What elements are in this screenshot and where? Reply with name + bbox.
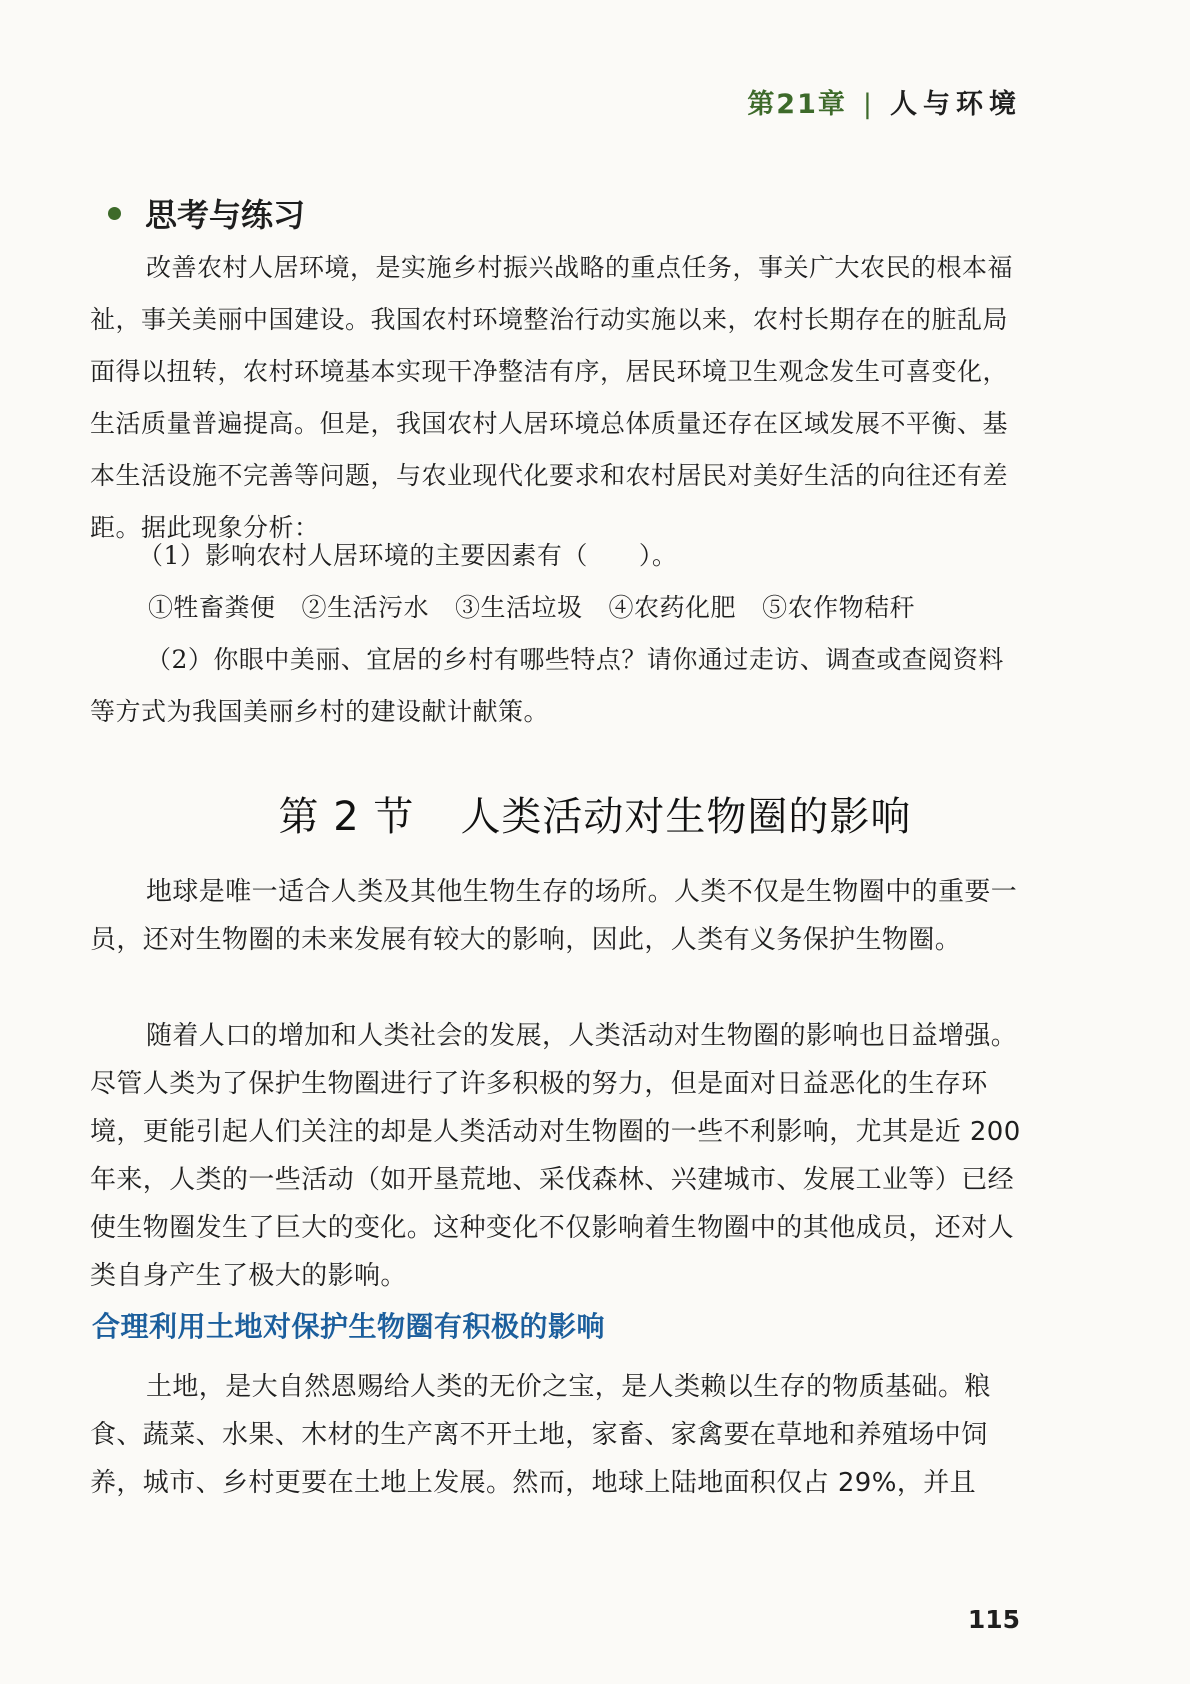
question-1: （1）影响农村人居环境的主要因素有（ ）。 [138,541,678,570]
bullet-dot-icon [108,207,121,220]
option-item: ②生活污水 [301,593,430,622]
section-number: 第 2 节 [278,794,415,840]
subsection-paragraph: 土地，是大自然恩赐给人类的无价之宝，是人类赖以生存的物质基础。粮食、蔬菜、水果、木材的生产离不开土地，家畜、家禽要在草地和养殖场中饲养，城市、乡村更要在土地上发展。然而，地球上陆地面积仅占 29%，并且 [90,1372,991,1498]
option-item: ①牲畜粪便 [148,593,276,622]
chapter-label: 第21章 [747,89,847,120]
header-separator: | [862,89,874,120]
section-title [0,785,1190,842]
question-1-options [90,582,1025,634]
section-paragraph-2: 随着人口的增加和人类社会的发展，人类活动对生物圈的影响也日益增强。尽管人类为了保护生物圈进行了许多积极的努力，但是面对日益恶化的生存环境，更能引起人们关注的却是人类活动对生物圈的一些不利影响，尤其是近 200 年来，人类的一些活动（如开垦荒地、采伐森林、兴建城市、发展工业等）已经使生物圈发生了巨大的变化。这种变化不仅影响着生物圈中的其他成员，还对人类自身产生了极大的影响。 [90,1021,1021,1291]
chapter-title: 人与环境 [890,89,1022,120]
option-item: ④农药化肥 [608,593,737,622]
practice-title: 思考与练习 [145,196,306,234]
subsection-heading: 合理利用土地对保护生物圈有积极的影响 [92,1310,606,1343]
practice-paragraph: 改善农村人居环境，是实施乡村振兴战略的重点任务，事关广大农民的根本福祉，事关美丽中国建设。我国农村环境整治行动实施以来，农村长期存在的脏乱局面得以扭转，农村环境基本实现干净整洁有序，居民环境卫生观念发生可喜变化，生活质量普遍提高。但是，我国农村人居环境总体质量还存在区域发展不平衡、基本生活设施不完善等问题，与农业现代化要求和农村居民对美好生活的向往还有差距。据此现象分析： [90,253,1014,542]
option-item: ⑤农作物秸秆 [762,593,916,622]
section-title-text: 人类活动对生物圈的影响 [460,794,912,840]
running-header [747,82,1022,121]
option-item: ③生活垃圾 [455,593,583,622]
section-paragraph-1: 地球是唯一适合人类及其他生物生存的场所。人类不仅是生物圈中的重要一员，还对生物圈的未来发展有较大的影响，因此，人类有义务保护生物圈。 [90,877,1018,955]
practice-heading [108,190,305,236]
page-number: 115 [967,1605,1020,1634]
question-2: （2）你眼中美丽、宜居的乡村有哪些特点？请你通过走访、调查或查阅资料等方式为我国美丽乡村的建设献计献策。 [90,645,1004,726]
